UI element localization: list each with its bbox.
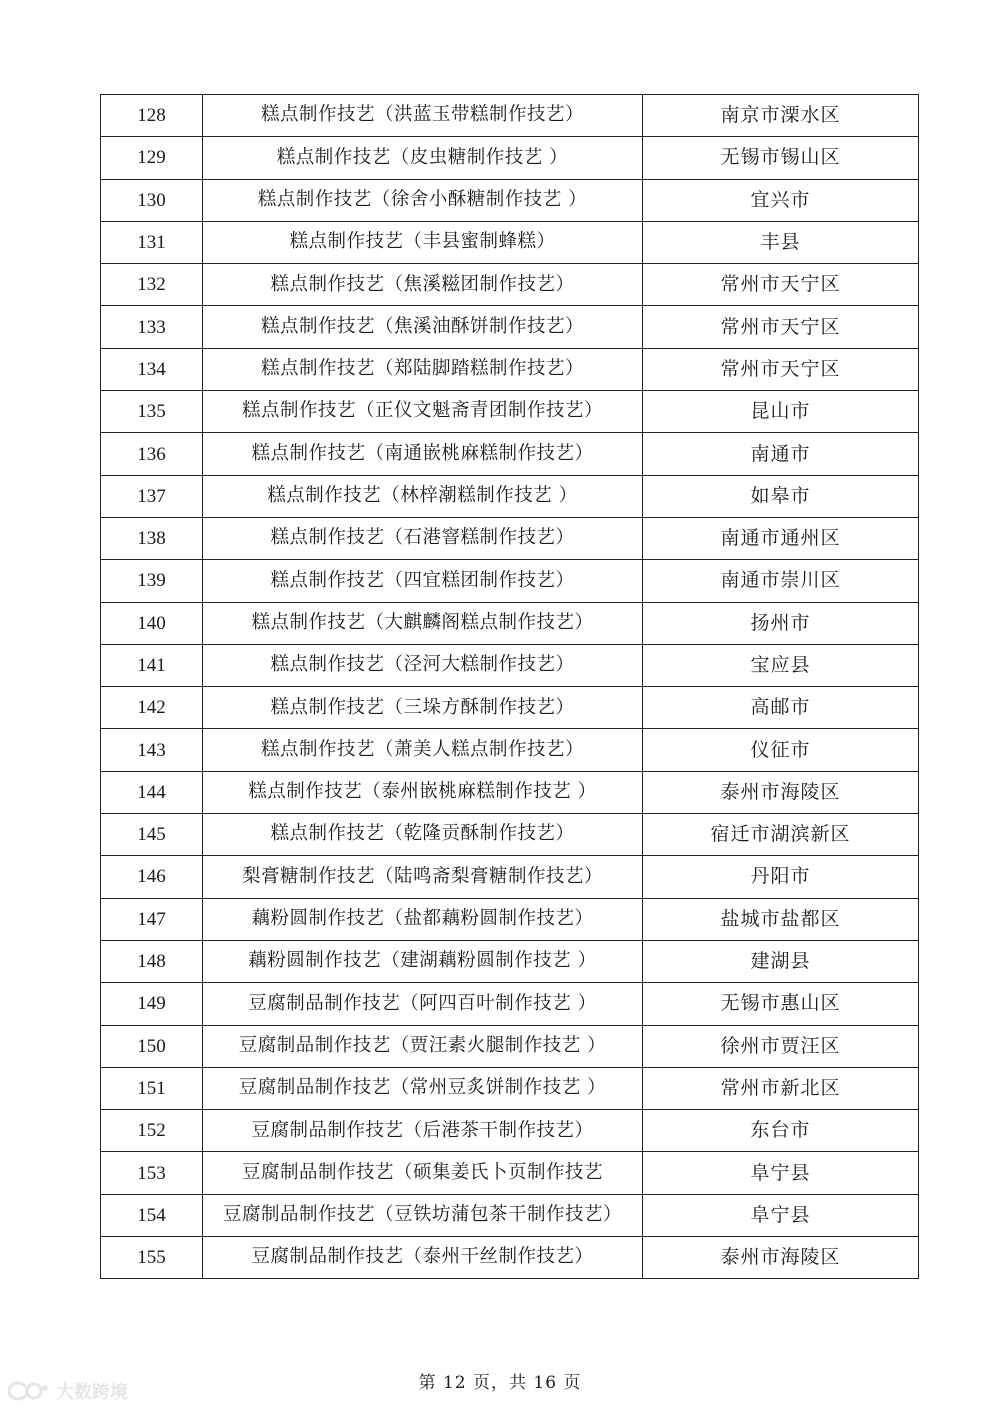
region: 宜兴市 [643, 179, 919, 221]
region: 宿迁市湖滨新区 [643, 814, 919, 856]
region: 阜宁县 [643, 1194, 919, 1236]
region: 常州市新北区 [643, 1067, 919, 1109]
region: 阜宁县 [643, 1152, 919, 1194]
region: 无锡市惠山区 [643, 983, 919, 1025]
table-row [101, 940, 919, 982]
row-number: 148 [101, 940, 203, 982]
table-row [101, 898, 919, 940]
item-name: 糕点制作技艺（泾河大糕制作技艺） [203, 644, 643, 686]
table-row [101, 1110, 919, 1152]
region: 南通市 [643, 433, 919, 475]
region: 无锡市锡山区 [643, 137, 919, 179]
item-name: 糕点制作技艺（林梓潮糕制作技艺 ） [203, 475, 643, 517]
table-row [101, 264, 919, 306]
row-number: 128 [101, 95, 203, 137]
row-number: 131 [101, 221, 203, 263]
table-row [101, 560, 919, 602]
row-number: 144 [101, 771, 203, 813]
row-number: 154 [101, 1194, 203, 1236]
region: 丰县 [643, 221, 919, 263]
region: 建湖县 [643, 940, 919, 982]
region: 丹阳市 [643, 856, 919, 898]
region: 南通市崇川区 [643, 560, 919, 602]
table-row [101, 95, 919, 137]
item-name: 糕点制作技艺（皮虫糖制作技艺 ） [203, 137, 643, 179]
region: 泰州市海陵区 [643, 771, 919, 813]
table-row [101, 306, 919, 348]
table-row [101, 687, 919, 729]
item-name: 豆腐制品制作技艺（豆铁坊蒲包茶干制作技艺） [203, 1194, 643, 1236]
row-number: 152 [101, 1110, 203, 1152]
watermark-text: 大数跨境 [56, 1382, 128, 1403]
row-number: 129 [101, 137, 203, 179]
row-number: 133 [101, 306, 203, 348]
table-row [101, 517, 919, 559]
heritage-list-table [100, 94, 919, 1279]
table-row [101, 179, 919, 221]
table-row [101, 602, 919, 644]
item-name: 梨膏糖制作技艺（陆鸣斋梨膏糖制作技艺） [203, 856, 643, 898]
row-number: 149 [101, 983, 203, 1025]
table-row [101, 983, 919, 1025]
table-row [101, 1025, 919, 1067]
item-name: 藕粉圆制作技艺（建湖藕粉圆制作技艺 ） [203, 940, 643, 982]
item-name: 豆腐制品制作技艺（常州豆炙饼制作技艺 ） [203, 1067, 643, 1109]
watermark [6, 1378, 128, 1404]
item-name: 糕点制作技艺（徐舍小酥糖制作技艺 ） [203, 179, 643, 221]
region: 如皋市 [643, 475, 919, 517]
region: 盐城市盐都区 [643, 898, 919, 940]
region: 昆山市 [643, 391, 919, 433]
row-number: 139 [101, 560, 203, 602]
region: 常州市天宁区 [643, 348, 919, 390]
item-name: 豆腐制品制作技艺（后港茶干制作技艺） [203, 1110, 643, 1152]
region: 南京市溧水区 [643, 95, 919, 137]
table-row [101, 137, 919, 179]
table-row [101, 433, 919, 475]
region: 高邮市 [643, 687, 919, 729]
row-number: 155 [101, 1237, 203, 1279]
table-row [101, 1067, 919, 1109]
item-name: 糕点制作技艺（正仪文魁斋青团制作技艺） [203, 391, 643, 433]
region: 泰州市海陵区 [643, 1237, 919, 1279]
item-name: 糕点制作技艺（大麒麟阁糕点制作技艺） [203, 602, 643, 644]
item-name: 糕点制作技艺（三垛方酥制作技艺） [203, 687, 643, 729]
row-number: 136 [101, 433, 203, 475]
row-number: 132 [101, 264, 203, 306]
table-row [101, 644, 919, 686]
page-number-footer: 第 12 页，共 16 页 [418, 1373, 582, 1393]
row-number: 130 [101, 179, 203, 221]
row-number: 146 [101, 856, 203, 898]
region: 仪征市 [643, 729, 919, 771]
region: 常州市天宁区 [643, 264, 919, 306]
row-number: 143 [101, 729, 203, 771]
region: 宝应县 [643, 644, 919, 686]
table-row [101, 475, 919, 517]
item-name: 藕粉圆制作技艺（盐都藕粉圆制作技艺） [203, 898, 643, 940]
item-name: 糕点制作技艺（郑陆脚踏糕制作技艺） [203, 348, 643, 390]
table-row [101, 1152, 919, 1194]
table-row [101, 729, 919, 771]
item-name: 糕点制作技艺（石港窨糕制作技艺） [203, 517, 643, 559]
item-name: 豆腐制品制作技艺（贾汪素火腿制作技艺 ） [203, 1025, 643, 1067]
item-name: 糕点制作技艺（丰县蜜制蜂糕） [203, 221, 643, 263]
item-name: 糕点制作技艺（焦溪糍团制作技艺） [203, 264, 643, 306]
item-name: 糕点制作技艺（萧美人糕点制作技艺） [203, 729, 643, 771]
watermark-logo-icon [6, 1379, 50, 1403]
region: 徐州市贾汪区 [643, 1025, 919, 1067]
table-row [101, 391, 919, 433]
region: 常州市天宁区 [643, 306, 919, 348]
row-number: 147 [101, 898, 203, 940]
row-number: 134 [101, 348, 203, 390]
row-number: 141 [101, 644, 203, 686]
row-number: 151 [101, 1067, 203, 1109]
table-row [101, 771, 919, 813]
table-row [101, 348, 919, 390]
table-body [101, 95, 919, 1279]
row-number: 137 [101, 475, 203, 517]
row-number: 150 [101, 1025, 203, 1067]
item-name: 糕点制作技艺（南通嵌桃麻糕制作技艺） [203, 433, 643, 475]
item-name: 糕点制作技艺（泰州嵌桃麻糕制作技艺 ） [203, 771, 643, 813]
item-name: 糕点制作技艺（洪蓝玉带糕制作技艺） [203, 95, 643, 137]
region: 扬州市 [643, 602, 919, 644]
item-name: 豆腐制品制作技艺（泰州干丝制作技艺） [203, 1237, 643, 1279]
item-name: 糕点制作技艺（四宜糕团制作技艺） [203, 560, 643, 602]
item-name: 糕点制作技艺（乾隆贡酥制作技艺） [203, 814, 643, 856]
table-row [101, 856, 919, 898]
row-number: 135 [101, 391, 203, 433]
item-name: 豆腐制品制作技艺（硕集姜氏卜页制作技艺 [203, 1152, 643, 1194]
table-row [101, 814, 919, 856]
row-number: 145 [101, 814, 203, 856]
region: 南通市通州区 [643, 517, 919, 559]
item-name: 豆腐制品制作技艺（阿四百叶制作技艺 ） [203, 983, 643, 1025]
row-number: 138 [101, 517, 203, 559]
region: 东台市 [643, 1110, 919, 1152]
table-row [101, 1237, 919, 1279]
row-number: 153 [101, 1152, 203, 1194]
row-number: 140 [101, 602, 203, 644]
table-row [101, 221, 919, 263]
row-number: 142 [101, 687, 203, 729]
table-row [101, 1194, 919, 1236]
item-name: 糕点制作技艺（焦溪油酥饼制作技艺） [203, 306, 643, 348]
